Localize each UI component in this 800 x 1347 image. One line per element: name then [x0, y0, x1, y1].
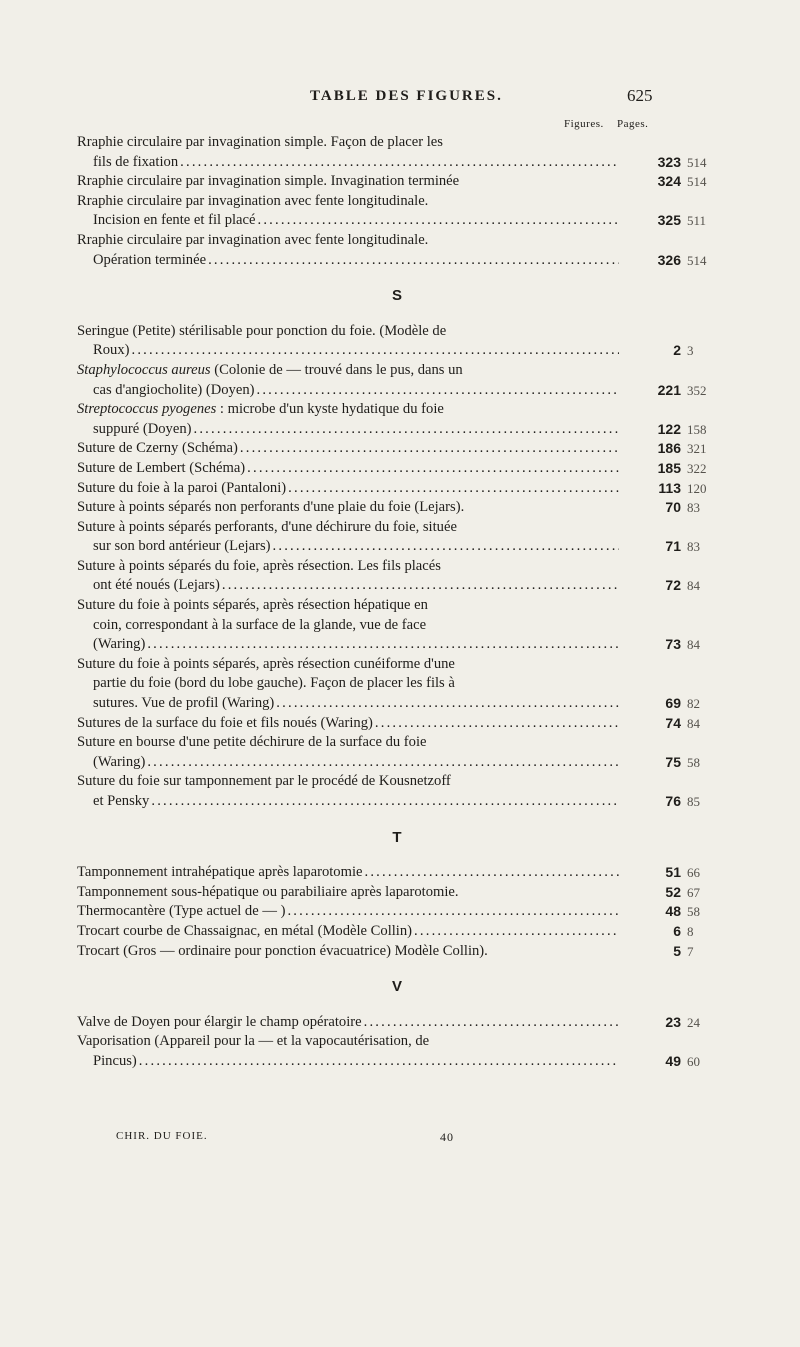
entry-text-line: (Waring): [93, 753, 146, 770]
index-entry: [77, 1013, 717, 1033]
index-entry: [77, 192, 717, 231]
page-reference: 120: [687, 480, 707, 496]
entry-text-line: Trocart (Gros — ordinaire pour ponction évacuatrice) Modèle Collin).: [77, 942, 488, 959]
page-reference: 83: [687, 539, 700, 555]
figure-number: 6: [673, 922, 681, 939]
index-entry: [77, 172, 717, 192]
entry-text-line: Seringue (Petite) stérilisable pour ponction du foie. (Modèle de: [77, 322, 447, 339]
page-reference: 84: [687, 715, 700, 731]
entry-text-line: Valve de Doyen pour élargir le champ opératoire: [77, 1013, 362, 1030]
figure-number: 69: [665, 695, 681, 712]
entry-text-line: Suture de Lembert (Schéma): [77, 459, 246, 476]
entry-text-line: ont été noués (Lejars): [93, 577, 220, 594]
footer: [116, 1130, 716, 1142]
dot-leader: [414, 922, 619, 942]
section-v-entries: [77, 1013, 717, 1072]
dot-leader: [180, 153, 619, 173]
page-reference: 60: [687, 1053, 700, 1069]
page-reference: 58: [687, 904, 700, 920]
entry-text-line: et Pensky: [93, 793, 150, 809]
index-entry: [77, 361, 717, 400]
page-reference: 84: [687, 578, 700, 594]
page-reference: 8: [687, 923, 694, 939]
section-letter-s: S: [391, 287, 402, 305]
entry-text-line: Staphylococcus aureus (Colonie de — trouvé dans le pus, dans un: [77, 361, 463, 378]
entry-text-line: Suture à points séparés du foie, après résection. Les fils placés: [77, 557, 441, 574]
page-reference: 511: [687, 213, 707, 229]
dot-leader: [287, 902, 619, 922]
dot-leader: [147, 753, 619, 773]
dot-leader: [240, 439, 619, 459]
entry-text-line: fils de fixation: [93, 153, 179, 170]
entry-text-line: Rraphie circulaire par invagination avec fente longitudinale.: [77, 231, 429, 248]
entry-text-line: sutures. Vue de profil (Waring): [93, 695, 275, 712]
running-head: [0, 88, 800, 112]
figure-number: 71: [665, 538, 681, 555]
figure-number: 5: [673, 942, 681, 959]
index-entry: [77, 1032, 717, 1071]
figure-number: 221: [657, 381, 681, 398]
dot-leader: [375, 714, 619, 734]
entry-text-line: suppuré (Doyen): [93, 420, 192, 437]
entry-text-line: Rraphie circulaire par invagination simple. Façon de placer les: [77, 134, 443, 150]
index-entry: [77, 596, 717, 655]
index-entry: [77, 733, 717, 772]
page-reference: 352: [687, 382, 707, 398]
section-letter-v: V: [391, 978, 402, 996]
entry-text-line: Streptococcus pyogenes : microbe d'un kyste hydatique du foie: [77, 401, 444, 418]
page-reference: 82: [687, 696, 700, 712]
index-entry: [77, 479, 717, 499]
dot-leader: [276, 694, 619, 714]
entry-text-line: Vaporisation (Appareil pour la — et la vapocautérisation, de: [77, 1033, 430, 1050]
entry-text-line: Roux): [93, 342, 130, 359]
entry-text-line: Tamponnement intrahépatique après laparotomie: [77, 864, 363, 881]
running-foot: CHIR. DU FOIE.: [116, 1130, 208, 1142]
index-entry: [77, 322, 717, 361]
figure-number: 326: [657, 251, 681, 268]
entry-text-line: Sutures de la surface du foie et fils noués (Waring): [77, 714, 373, 731]
entry-text-line: Suture à points séparés non perforants d'une plaie du foie (Lejars).: [77, 499, 465, 516]
dot-leader: [139, 1052, 619, 1072]
figure-number: 52: [665, 883, 681, 900]
page-reference: 83: [687, 500, 700, 516]
entry-text-line: Suture du foie sur tamponnement par le procédé de Kousnetzoff: [77, 773, 451, 790]
index-entry: [77, 231, 717, 270]
figure-number: 186: [657, 440, 681, 457]
figure-number: 72: [665, 577, 681, 594]
entry-text-line: Thermocantère (Type actuel de — ): [77, 903, 286, 920]
entry-text-line: Tamponnement sous-hépatique ou parabiliaire après laparotomie.: [77, 883, 459, 900]
index-entry: [77, 133, 717, 172]
index-entry: [77, 942, 717, 962]
section-s-entries: [77, 322, 717, 812]
figure-number: 49: [665, 1052, 681, 1069]
index-entry: [77, 439, 717, 459]
figure-number: 51: [665, 864, 681, 881]
entry-text-line: Suture du foie à la paroi (Pantaloni): [77, 479, 287, 496]
section-letter-t: T: [392, 828, 402, 846]
entry-text-line: Pincus): [93, 1052, 137, 1069]
dot-leader: [364, 1013, 619, 1033]
figure-number: 70: [665, 499, 681, 516]
index-entry: [77, 883, 717, 903]
index-entry: [77, 772, 717, 811]
page-reference: 58: [687, 754, 700, 770]
dot-leader: [364, 863, 619, 883]
index-entry: [77, 400, 717, 439]
dot-leader: [288, 479, 619, 499]
entry-text-line: Incision en fente et fil placé: [93, 212, 256, 229]
figure-number: 113: [658, 479, 681, 496]
entry-text-line: Rraphie circulaire par invagination avec fente longitudinale.: [77, 192, 429, 209]
figure-number: 48: [665, 903, 681, 920]
dot-leader: [193, 420, 619, 440]
dot-leader: [147, 635, 619, 655]
dot-leader: [222, 576, 619, 596]
index-entry: [77, 714, 717, 734]
entry-text-line: Suture du foie à points séparés, après résection hépatique en: [77, 597, 428, 614]
index-entry: [77, 902, 717, 922]
index-entry: [77, 498, 717, 518]
entry-text-line: partie du foie (bord du lobe gauche). Façon de placer les fils à: [93, 675, 455, 692]
column-header-pages: Pages.: [617, 118, 649, 130]
page-reference: 322: [687, 460, 707, 476]
figure-number: 75: [665, 753, 681, 770]
figure-number: 324: [657, 173, 681, 190]
entry-text-line: Suture en bourse d'une petite déchirure de la surface du foie: [77, 734, 427, 751]
index-entry: [77, 922, 717, 942]
figure-number: 323: [657, 153, 681, 170]
page-reference: 24: [687, 1014, 700, 1030]
dot-leader: [273, 537, 620, 557]
entry-text-line: Opération terminée: [93, 251, 207, 268]
page-reference: 85: [687, 794, 700, 809]
figure-number: 74: [665, 714, 681, 731]
running-title: TABLE DES FIGURES.: [310, 88, 503, 104]
column-header-figures: Figures.: [564, 118, 604, 130]
dot-leader: [131, 341, 619, 361]
page-reference: 158: [687, 421, 707, 437]
entry-text-line: coin, correspondant à la surface de la glande, vue de face: [93, 616, 427, 633]
figure-number: 76: [665, 793, 681, 809]
page-reference: 66: [687, 865, 700, 881]
signature-mark: 40: [440, 1130, 454, 1144]
index-entry: [77, 655, 717, 714]
section-r-entries: [77, 133, 717, 270]
index-entry: [77, 518, 717, 557]
dot-leader: [257, 211, 619, 231]
page-reference: 84: [687, 637, 700, 653]
page-reference: 321: [687, 441, 707, 457]
page-number: 625: [627, 86, 653, 105]
section-t-entries: [77, 863, 717, 961]
entry-text-line: Rraphie circulaire par invagination simple. Invagination terminée: [77, 173, 460, 190]
figure-number: 122: [657, 420, 681, 437]
entry-text-line: cas d'angiocholite) (Doyen): [93, 381, 255, 398]
page-reference: 7: [687, 943, 694, 959]
index-entry: [77, 557, 717, 596]
page-reference: 514: [687, 252, 707, 268]
page-reference: 67: [687, 884, 700, 900]
entry-text-line: Suture de Czerny (Schéma): [77, 440, 238, 457]
page-reference: 3: [687, 343, 694, 359]
index-entry: [77, 863, 717, 883]
entry-text-line: (Waring): [93, 636, 146, 653]
entry-text-line: Suture du foie à points séparés, après résection cunéiforme d'une: [77, 655, 455, 672]
dot-leader: [208, 251, 619, 271]
figure-number: 185: [657, 459, 681, 476]
figure-number: 23: [665, 1013, 681, 1030]
page-reference: 514: [687, 154, 707, 170]
page-reference: 514: [687, 174, 707, 190]
dot-leader: [247, 459, 619, 479]
index-entries: [77, 133, 717, 1072]
figure-number: 73: [665, 636, 681, 653]
entry-text-line: Suture à points séparés perforants, d'une déchirure du foie, située: [77, 518, 457, 535]
entry-text-line: sur son bord antérieur (Lejars): [93, 538, 271, 555]
dot-leader: [256, 381, 619, 401]
entry-text-line: Trocart courbe de Chassaignac, en métal (Modèle Collin): [77, 922, 413, 939]
index-entry: [77, 459, 717, 479]
figure-number: 325: [657, 212, 681, 229]
figure-number: 2: [673, 342, 681, 359]
dot-leader: [151, 792, 619, 812]
